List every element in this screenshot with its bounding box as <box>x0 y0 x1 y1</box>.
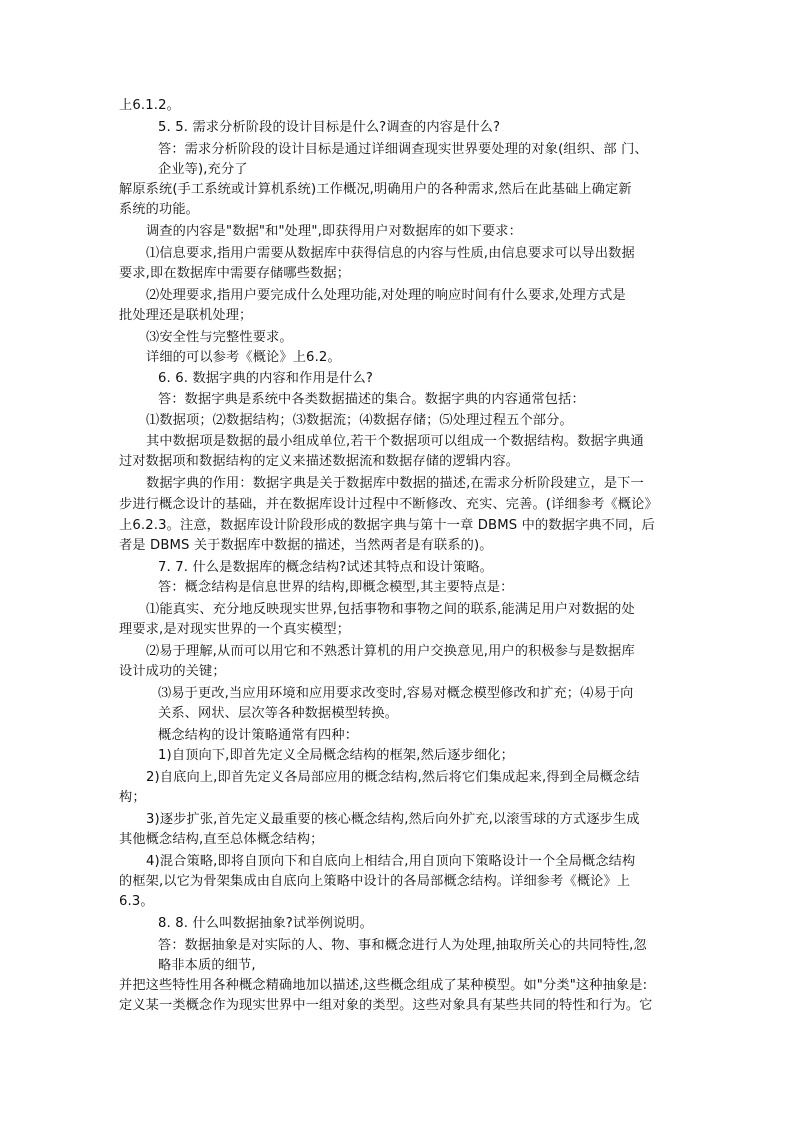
text-line: ⑴信息要求,指用户需要从数据库中获得信息的内容与性质,由信息要求可以导出数据 <box>146 246 635 261</box>
text-line: 答：概念结构是信息世界的结构,即概念模型,其主要特点是： <box>158 580 514 595</box>
text-line: 步进行概念设计的基础，并在数据库设计过程中不断修改、充实、完善。(详细参考《概论》 <box>119 497 658 512</box>
text-line: 其中数据项是数据的最小组成单位,若干个数据项可以组成一个数据结构。数据字典通 <box>146 434 644 449</box>
text-line: ⑵处理要求,指用户要完成什么处理功能,对处理的响应时间有什么要求,处理方式是 <box>146 288 626 303</box>
text-line: ⑵易于理解,从而可以用它和不熟悉计算机的用户交换意见,用户的积极参与是数据库 <box>146 644 635 659</box>
text-line: ⑴能真实、充分地反映现实世界,包括事物和事物之间的联系,能满足用户对数据的处 <box>146 602 635 617</box>
text-line: 其他概念结构,直至总体概念结构； <box>119 832 324 847</box>
question-heading: 5. 5. 需求分析阶段的设计目标是什么?调查的内容是什么? <box>158 120 501 135</box>
text-line: ⑴数据项；⑵数据结构；⑶数据流；⑷数据存储；⑸处理过程五个部分。 <box>146 413 573 428</box>
text-line: 2)自底向上,即首先定义各局部应用的概念结构,然后将它们集成起来,得到全局概念结 <box>146 770 640 785</box>
text-line: 的框架,以它为骨架集成由自底向上策略中设计的各局部概念结构。详细参考《概论》上 <box>119 874 631 889</box>
text-line: 要求,即在数据库中需要存储哪些数据； <box>119 266 351 281</box>
question-heading: 8. 8. 什么叫数据抽象?试举例说明。 <box>158 916 373 931</box>
text-line: 者是 DBMS 关于数据库中数据的描述，当然两者是有联系的)。 <box>119 538 493 553</box>
text-line: 调查的内容是"数据"和"处理",即获得用户对数据库的如下要求： <box>146 224 522 239</box>
text-line: 关系、网状、层次等各种数据模型转换。 <box>158 706 399 721</box>
text-line: 系统的功能。 <box>119 202 200 217</box>
text-line: 4)混合策略,即将自顶向下和自底向上相结合,用自顶向下策略设计一个全局概念结构 <box>146 854 636 869</box>
text-line: 设计成功的关键； <box>119 664 226 679</box>
text-line: 1)自顶向下,即首先定义全局概念结构的框架,然后逐步细化； <box>158 748 514 763</box>
text-line: 答：数据字典是系统中各类数据描述的集合。数据字典的内容通常包括： <box>158 392 585 407</box>
text-line: 企业等),充分了 <box>158 162 248 177</box>
text-line: 过对数据项和数据结构的定义来描述数据流和数据存储的逻辑内容。 <box>119 454 520 469</box>
text-line: 答：数据抽象是对实际的人、物、事和概念进行人为处理,抽取所关心的共同特性,忽 <box>158 938 647 953</box>
text-line: 构； <box>119 790 146 805</box>
text-line: 数据字典的作用：数据字典是关于数据库中数据的描述,在需求分析阶段建立，是下一 <box>146 476 644 491</box>
text-line: 详细的可以参考《概论》上6.2。 <box>146 350 341 365</box>
text-line: 解原系统(手工系统或计算机系统)工作概况,明确用户的各种需求,然后在此基础上确定新 <box>119 182 632 197</box>
text-line: 批处理还是联机处理； <box>119 308 253 323</box>
question-heading: 6. 6. 数据字典的内容和作用是什么? <box>158 371 373 386</box>
text-line: 理要求,是对现实世界的一个真实模型； <box>119 622 351 637</box>
text-line: 上6.2.3。注意，数据库设计阶段形成的数据字典与第十一章 DBMS 中的数据字典不同，后 <box>119 518 656 533</box>
text-line: 答：需求分析阶段的设计目标是通过详细调查现实世界要处理的对象(组织、部 门、 <box>158 142 648 157</box>
text-line: 定义某一类概念作为现实世界中一组对象的类型。这些对象具有某些共同的特性和行为。它 <box>119 998 653 1013</box>
text-line: 概念结构的设计策略通常有四种： <box>158 728 359 743</box>
text-line: ⑶易于更改,当应用环境和应用要求改变时,容易对概念模型修改和扩充；⑷易于向 <box>158 686 634 701</box>
text-line: 3)逐步扩张,首先定义最重要的核心概念结构,然后向外扩充,以滚雪球的方式逐步生成 <box>146 812 640 827</box>
text-line: 上6.1.2。 <box>119 98 180 113</box>
text-line: 并把这些特性用各种概念精确地加以描述,这些概念组成了某种模型。如"分类"这种抽象是: <box>119 978 648 993</box>
text-line: 略非本质的细节, <box>158 958 256 973</box>
text-line: ⑶安全性与完整性要求。 <box>146 330 293 345</box>
question-heading: 7. 7. 什么是数据库的概念结构?试述其特点和设计策略。 <box>158 560 494 575</box>
text-line: 6.3。 <box>119 894 154 909</box>
